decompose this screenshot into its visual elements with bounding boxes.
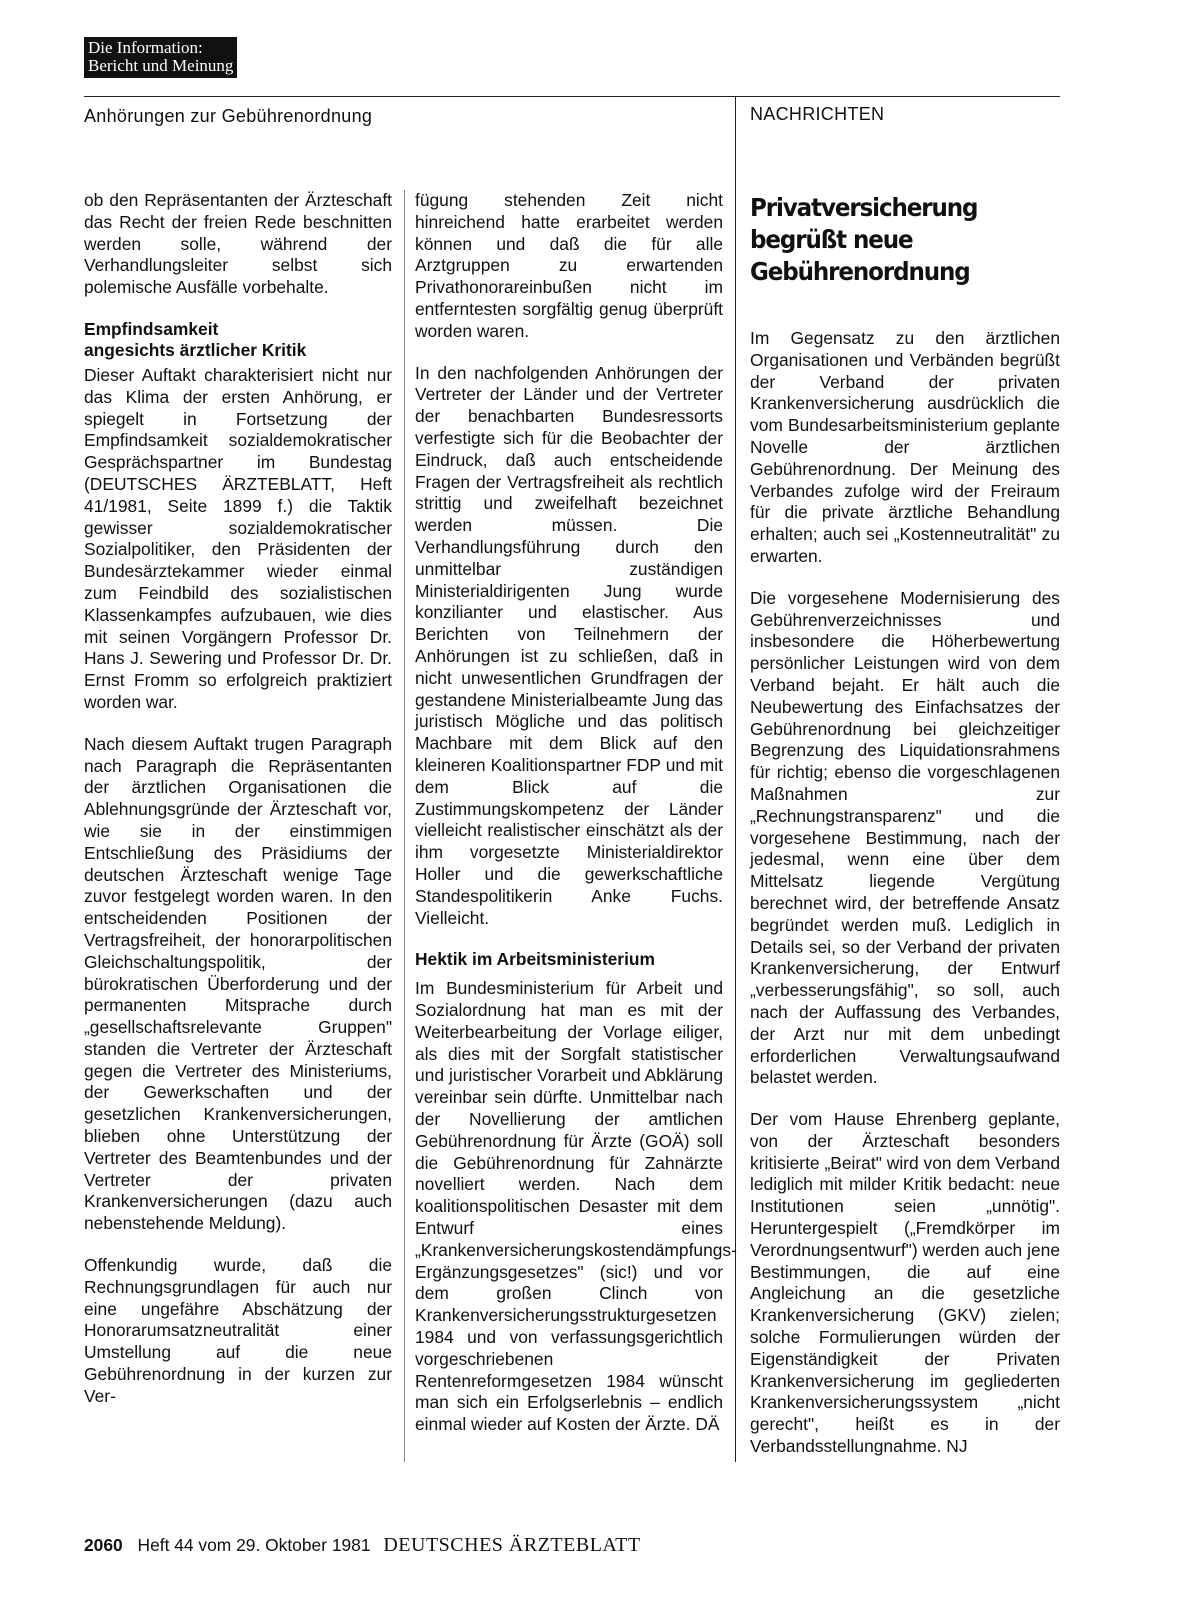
news-section-label: NACHRICHTEN xyxy=(750,104,885,124)
headline-line: Privatversicherung xyxy=(750,193,978,222)
paragraph: Im Gegensatz zu den ärztlichen Organisationen und Verbänden begrüßt der Verband der privaten Krankenversicherung ausdrücklich die vom Bundesarbeitsministerium geplante Novelle der ärztlichen Gebührenordnung. Der Meinung des Verbandes zufolge wird der Freiraum für die private ärztliche Behandlung erhalten; auch sei „Kostenneutralität" zu erwarten. xyxy=(750,328,1060,566)
paragraph: Nach diesem Auftakt trugen Paragraph nach Paragraph die Repräsentanten der ärztlichen Organisationen die Ablehnungsgründe der Ärzteschaft vor, wie sie in der einstimmigen Entschließung des Präsidiums der deutschen Ärzteschaft wenige Tage zuvor festgelegt worden waren. In den entscheidenden Positionen der Vertragsfreiheit, der honorarpolitischen Gleichschaltungspolitik, der bürokratischen Überforderung und der permanenten Mitsprache durch „gesellschaftsrelevante Gruppen" standen die Vertreter der Ärzteschaft gegen die Vertreter des Ministeriums, der Gewerkschaften und der gesetzlichen Krankenversicherungen, blieben ohne Unterstützung der Vertreter des Beamtenbundes und der Vertreter der privaten Krankenversicherungen (dazu auch nebenstehende Meldung). xyxy=(84,733,392,1234)
subheading: Hektik im Arbeitsministerium xyxy=(415,949,655,970)
section-title: Anhörungen zur Gebührenordnung xyxy=(84,106,373,126)
page-footer xyxy=(84,1534,641,1557)
page-number: 2060 xyxy=(84,1535,123,1555)
news-headline xyxy=(750,192,1035,288)
paragraph: Offenkundig wurde, daß die Rechnungsgrundlagen für auch nur eine ungefähre Abschätzung der Honorarumsatzneutralität einer Umstellung auf die neue Gebührenordnung in der kurzen zur Ver- xyxy=(84,1255,392,1406)
headline-line: Gebührenordnung xyxy=(750,257,970,286)
rubric-badge xyxy=(84,37,237,78)
paragraph: fügung stehenden Zeit nicht hinreichend hatte erarbeitet werden können und daß die für alle Arztgruppen zu erwartenden Privathonorareinbußen nicht im entferntesten sorgfältig genug überprüft worden waren. xyxy=(415,190,723,341)
paragraph: Der vom Hause Ehrenberg geplante, von der Ärzteschaft besonders kritisierte „Beirat" wird von dem Verband lediglich mit milder Kritik bedacht: neue Institutionen seien „unnötig". Heruntergespielt („Fremdkörper im Verordnungsentwurf") werden auch jene Bestimmungen, die auf eine Angleichung an die gesetzliche Krankenversicherung (GKV) zielen; solche Formulierungen würden der Eigenständigkeit der Privaten Krankenversicherung im gegliederten Krankenversicherungssystem „nicht gerecht", heißt es in der Verbandsstellungnahme. NJ xyxy=(750,1109,1060,1457)
news-column xyxy=(750,190,1060,1458)
subheading-line: angesichts ärztlicher Kritik xyxy=(84,339,307,360)
issue-info: Heft 44 vom 29. Oktober 1981 xyxy=(137,1535,371,1555)
article-column-2 xyxy=(415,190,737,1436)
journal-name: DEUTSCHES ÄRZTEBLATT xyxy=(383,1534,641,1556)
column-separator xyxy=(404,190,405,1462)
header-rule xyxy=(84,96,1060,97)
paragraph: In den nachfolgenden Anhörungen der Vertreter der Länder und der Vertreter der benachbarten Bundesressorts verfestigte sich für die Beobachter der Eindruck, daß auch entscheidende Fragen der Vertragsfreiheit als rechtlich strittig und zweifelhaft bezeichnet werden müssen. Die Verhandlungsführung durch den unmittelbar zuständigen Ministerialdirigenten Jung wurde konzilianter und elastischer. Aus Berichten von Teilnehmern der Anhörungen ist zu schließen, daß in nicht unwesentlichen Grundfragen der gestandene Ministerialbeamte Jung das juristisch Mögliche und das politisch Machbare mit dem Blick auf den kleineren Koalitionspartner FDP und mit dem Blick auf die Zustimmungskompetenz der Länder vielleicht realistischer einschätzt als der ihm vorgesetzte Ministerialdirektor Holler und die gewerkschaftliche Standespolitikerin Anke Fuchs. Vielleicht. xyxy=(415,362,723,928)
paragraph: Die vorgesehene Modernisierung des Gebührenverzeichnisses und insbesondere die Höherbewertung persönlicher Leistungen wird von dem Verband bejaht. Er hält auch die Neubewertung des Einfachsatzes der Gebührenordnung bei gleichzeitiger Begrenzung des Liquidationsrahmens für richtig; ebenso die vorgeschlagenen Maßnahmen zur „Rechnungstransparenz" und die vorgesehene Bestimmung, nach der jedesmal, wenn eine über dem Mittelsatz liegende Vergütung berechnet wird, der betreffende Ansatz begründet werden muß. Lediglich in Details sei, so der Verband der privaten Krankenversicherung, der Entwurf „verbesserungsfähig", so soll, auch nach der Auffassung des Verbandes, der Arzt nur mit dem unbedingt erforderlichen Verwaltungsaufwand belastet werden. xyxy=(750,587,1060,1088)
rubric-line-1: Die Information: xyxy=(88,38,203,57)
rubric-line-2: Bericht und Meinung xyxy=(88,56,234,75)
headline-line: begrüßt neue xyxy=(750,225,913,254)
paragraph: Im Bundesministerium für Arbeit und Sozialordnung hat man es mit der Weiterbearbeitung der Vorlage eiliger, als dies mit der Sorgfalt statistischer und juristischer Vorarbeit und Abklärung vereinbar sein dürfte. Unmittelbar nach der Novellierung der amtlichen Gebührenordnung für Ärzte (GOÄ) soll die Gebührenordnung für Zahnärzte novelliert werden. Nach dem koalitionspolitischen Desaster mit dem Entwurf eines „Krankenversicherungskostendämpfungs-Ergänzungsgesetzes" (sic!) und vor dem großen Clinch von Krankenversicherungsstrukturgesetzen 1984 und von verfassungsgerichtlich vorgeschriebenen Rentenreformgesetzen 1984 wünscht man sich ein Erfolgserlebnis – endlich einmal wieder auf Kosten der Ärzte. DÄ xyxy=(415,978,737,1435)
article-column-1 xyxy=(84,190,392,1408)
paragraph: Dieser Auftakt charakterisiert nicht nur das Klima der ersten Anhörung, er spiegelt in Fortsetzung der Empfindsamkeit sozialdemokratischer Gesprächspartner im Bundestag (DEUTSCHES ÄRZTEBLATT, Heft 41/1981, Seite 1899 f.) die Taktik gewisser sozialdemokratischer Sozialpolitiker, den Präsidenten der Bundesärztekammer wieder einmal zum Feindbild des sozialistischen Klassenkampfes aufzubauen, wie dies mit seinen Vorgängern Professor Dr. Hans J. Sewering und Professor Dr. Dr. Ernst Fromm so erfolgreich praktiziert worden war. xyxy=(84,364,392,712)
paragraph: ob den Repräsentanten der Ärzteschaft das Recht der freien Rede beschnitten werden solle, während der Verhandlungsleiter selbst sich polemische Ausfälle vorbehalte. xyxy=(84,190,392,298)
subheading-line: Empfindsamkeit xyxy=(84,318,219,339)
subheading xyxy=(84,319,392,361)
